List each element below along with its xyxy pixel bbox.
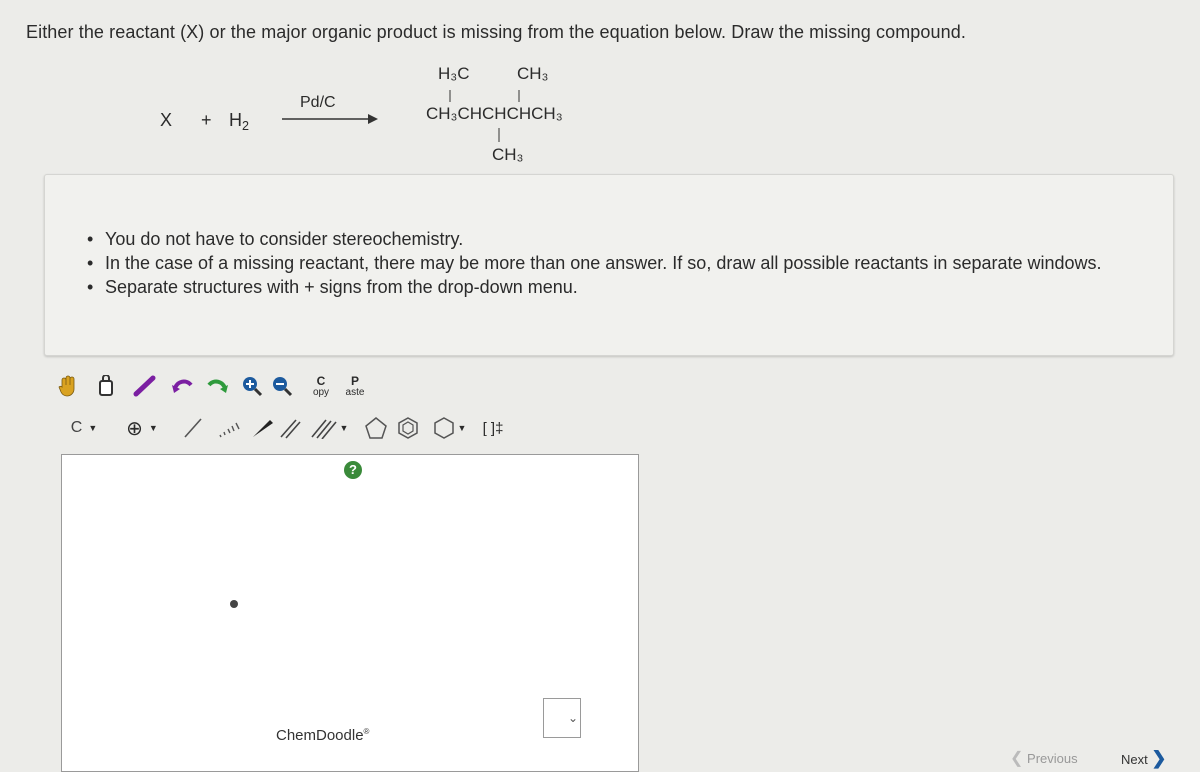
chevron-down-icon: ▼ (148, 423, 158, 433)
chevron-down-icon: ⌄ (568, 711, 579, 725)
ring-dropdown[interactable] (426, 414, 472, 442)
benzene-icon[interactable] (394, 414, 422, 442)
single-bond-icon[interactable] (178, 414, 208, 442)
instruction-item: • In the case of a missing reactant, there may be more than one answer. If so, draw all possible reactants in separate windows. (105, 251, 1145, 275)
zoom-out-icon[interactable] (270, 374, 294, 398)
separator-dropdown[interactable] (543, 698, 581, 738)
plus-sign: + (201, 110, 212, 130)
double-bond-icon[interactable] (276, 414, 304, 442)
cyclohexane-icon (432, 416, 456, 440)
redo-icon[interactable] (204, 374, 230, 398)
cursor-dot (230, 600, 238, 608)
reaction-equation (0, 0, 1200, 180)
zoom-in-icon[interactable] (240, 374, 264, 398)
chevron-down-icon: ▼ (88, 423, 98, 433)
chevron-down-icon: ▼ (339, 423, 349, 433)
hydrogen-reagent: $H_2$ (229, 110, 250, 134)
chevron-right-icon: ❯ (1151, 748, 1167, 768)
help-button[interactable]: ? (344, 461, 362, 479)
triple-bond-icon (310, 417, 338, 439)
previous-button[interactable]: ❮ Previous (1010, 750, 1078, 767)
copy-button[interactable]: C opy (312, 373, 330, 398)
product-bottom-methyl: CH₃ (492, 145, 524, 164)
instructions-box (44, 174, 1174, 356)
lasso-icon[interactable] (94, 374, 118, 398)
paste-button[interactable]: P aste (345, 373, 365, 398)
question-text: Either the reactant (X) or the major organic product is missing from the equation below. Draw the missing compound. (26, 22, 966, 42)
triple-bond-dropdown[interactable] (304, 414, 354, 442)
product-top-left-methyl: H₃C (438, 64, 470, 83)
cyclopentane-icon[interactable] (362, 414, 390, 442)
chevron-left-icon: ❮ (1010, 750, 1024, 767)
catalyst-label: Pd/C (300, 94, 336, 111)
reactant-x: X (160, 110, 173, 130)
charge-dropdown[interactable]: ⊕ ▼ (126, 417, 158, 440)
atom-carbon-dropdown[interactable]: C ▼ (70, 419, 98, 436)
chemdoodle-brand: ChemDoodle® (276, 727, 370, 744)
wedge-bond-icon[interactable] (248, 414, 276, 442)
bracket-charge-button[interactable]: [ ]‡ (482, 419, 504, 437)
instructions-list (105, 227, 1145, 299)
reaction-arrow (282, 113, 378, 125)
hashed-bond-icon[interactable] (214, 414, 244, 442)
next-button[interactable]: Next ❯ (1121, 748, 1167, 768)
product-top-right-methyl: CH₃ (517, 64, 549, 83)
chevron-down-icon: ▼ (457, 423, 467, 433)
undo-icon[interactable] (170, 374, 196, 398)
pencil-icon[interactable] (132, 374, 158, 398)
instruction-item: • Separate structures with + signs from the drop-down menu. (105, 275, 1145, 299)
hand-icon[interactable] (56, 374, 80, 398)
product-main-chain: CH₃CHCHCHCH₃ (426, 104, 563, 123)
instruction-item: • You do not have to consider stereochemistry. (105, 227, 1145, 251)
